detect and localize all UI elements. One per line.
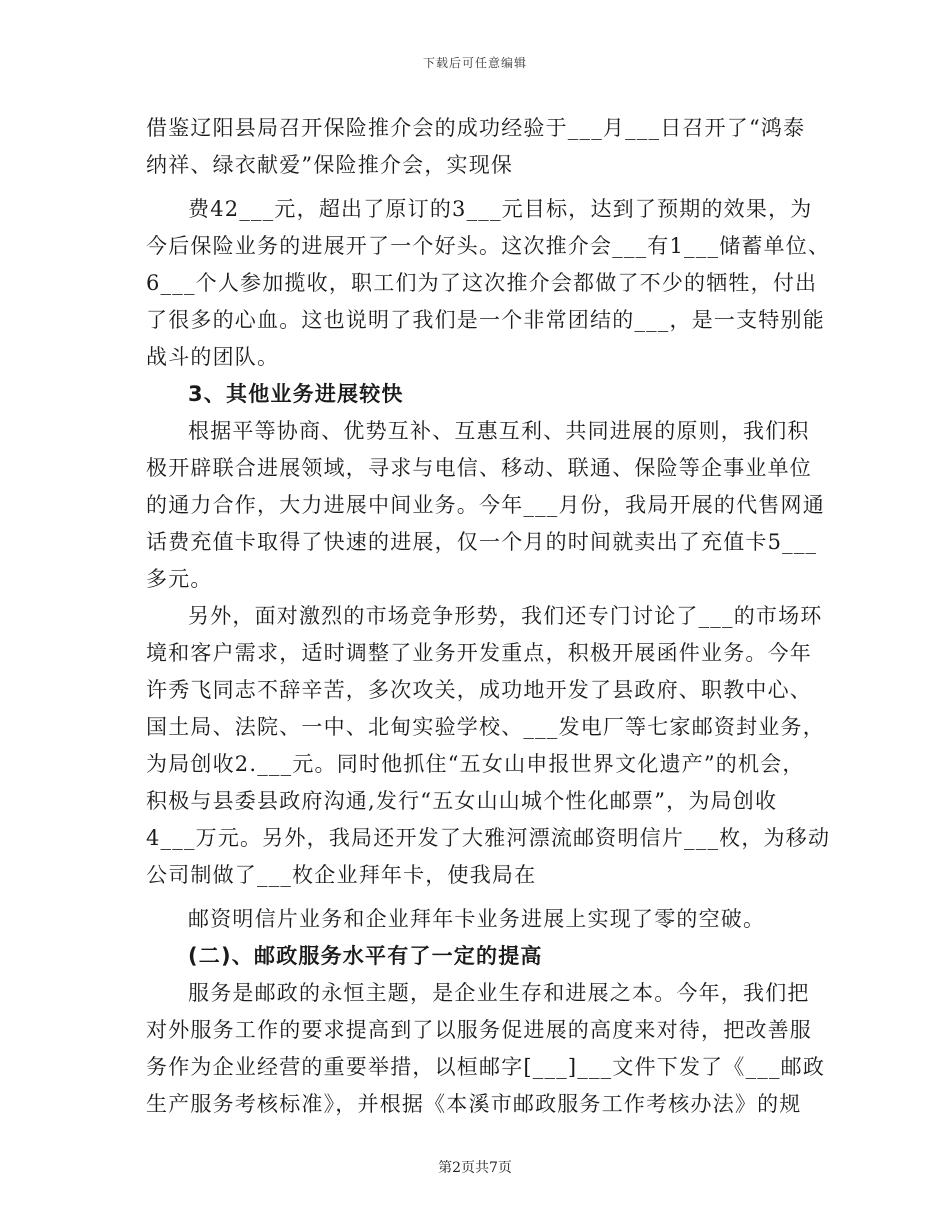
text-line: 费42___元，超出了原订的3___元目标，达到了预期的效果，为 [188, 197, 813, 221]
document-body [146, 110, 831, 1123]
text-line: 话费充值卡取得了快速的进展，仅一个月的时间就卖出了充值卡5___ [146, 530, 818, 554]
text-line: 纳祥、绿衣献爱”保险推介会，实现保 [146, 153, 514, 177]
text-line: 许秀飞同志不辞辛苦，多次攻关，成功地开发了县政府、职教中心、 [146, 678, 812, 702]
text-line: 对外服务工作的要求提高到了以服务促进展的高度来对待，把改善服 [146, 1018, 812, 1042]
text-line: 了很多的心血。这也说明了我们是一个非常团结的___，是一支特别能 [146, 308, 825, 332]
section-heading: 3、其他业务进展较快 [188, 382, 404, 406]
text-line: 境和客户需求，适时调整了业务开发重点，积极开展函件业务。今年 [146, 641, 812, 665]
page-header: 下载后可任意编辑 [422, 56, 527, 70]
text-line: 4___万元。另外，我局还开发了大雅河漂流邮资明信片___枚，为移动 [146, 826, 831, 850]
page-footer: 第2页共7页 [438, 1160, 512, 1176]
text-line: 务作为企业经营的重要举措，以桓邮字[___]___文件下发了《___邮政 [146, 1055, 826, 1079]
text-line: 的通力合作，大力进展中间业务。今年___月份，我局开展的代售网通 [146, 493, 825, 517]
text-line: 为局创收2.___元。同时他抓住“五女山申报世界文化遗产”的机会， [146, 752, 805, 776]
text-line: 极开辟联合进展领域，寻求与电信、移动、联通、保险等企事业单位 [146, 456, 812, 480]
text-line: 另外，面对激烈的市场竞争形势，我们还专门讨论了___的市场环 [188, 604, 823, 628]
section-heading: (二)、邮政服务水平有了一定的提高 [188, 944, 543, 968]
text-line: 借鉴辽阳县局召开保险推介会的成功经验于___月___日召开了“鸿泰 [146, 116, 806, 140]
text-line: 6___个人参加揽收，职工们为了这次推介会都做了不少的牺牲，付出 [146, 271, 818, 295]
text-line: 积极与县委县政府沟通,发行“五女山山城个性化邮票”，为局创收 [146, 789, 778, 813]
text-line: 国土局、法院、一中、北甸实验学校、___发电厂等七家邮资封业务， [146, 715, 825, 739]
text-line: 根据平等协商、优势互补、互惠互利、共同进展的原则，我们积 [188, 419, 810, 443]
text-line: 战斗的团队。 [146, 345, 280, 369]
text-line: 生产服务考核标准》，并根据《本溪市邮政服务工作考核办法》的规 [146, 1092, 802, 1116]
text-line: 多元。 [146, 567, 213, 591]
text-line: 邮资明信片业务和企业拜年卡业务进展上实现了零的空破。 [188, 907, 766, 931]
text-line: 今后保险业务的进展开了一个好头。这次推介会___有1___储蓄单位、 [146, 234, 831, 258]
text-line: 公司制做了___枚企业拜年卡，使我局在 [146, 863, 537, 887]
text-line: 服务是邮政的永恒主题，是企业生存和进展之本。今年，我们把 [188, 981, 810, 1005]
